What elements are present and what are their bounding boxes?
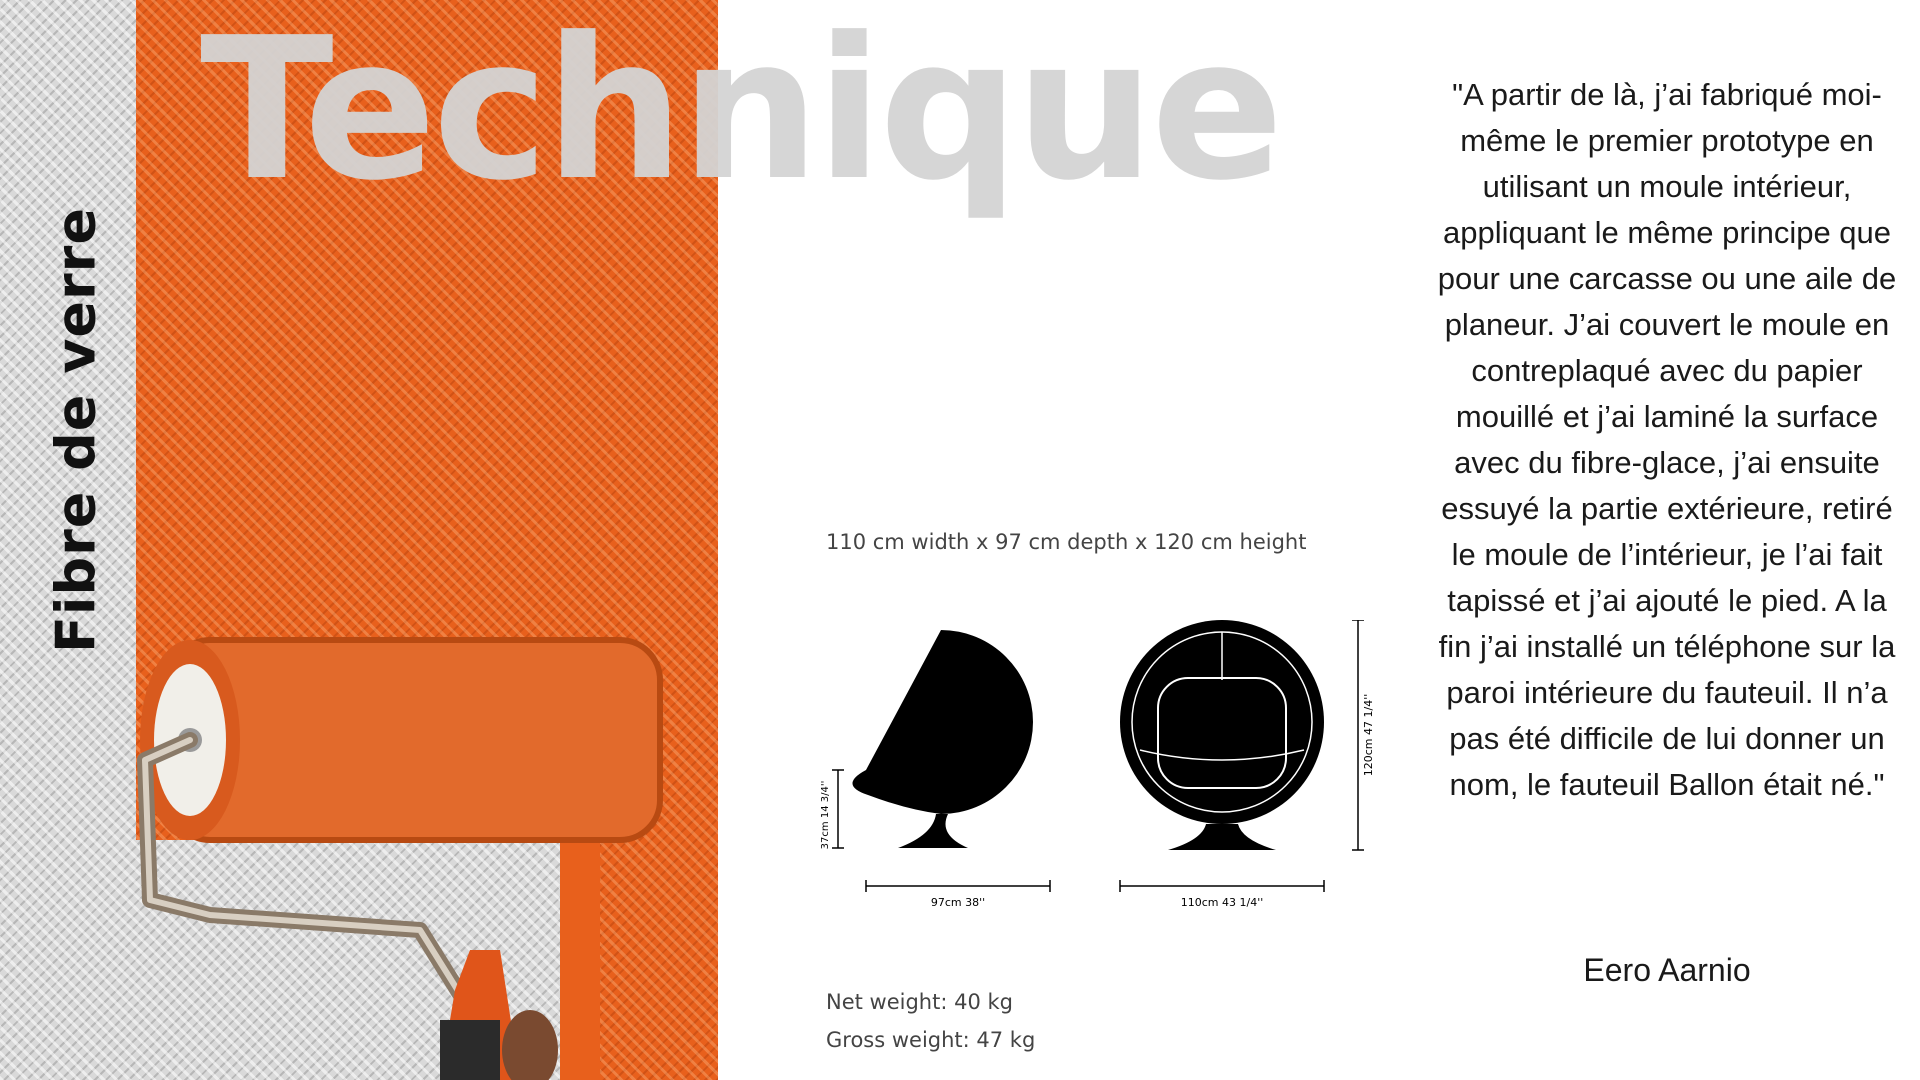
net-weight: Net weight: 40 kg	[826, 990, 1013, 1014]
dimensions-text: 110 cm width x 97 cm depth x 120 cm height	[826, 530, 1307, 554]
page-title: Technique	[200, 0, 1280, 224]
ball-chair-drawing	[818, 620, 1378, 920]
depth-label: 97cm 38''	[930, 896, 986, 909]
gross-weight: Gross weight: 47 kg	[826, 1028, 1036, 1052]
height-label: 120cm 47 1/4''	[1362, 693, 1375, 777]
width-label: 110cm 43 1/4''	[1180, 896, 1264, 909]
side-view	[820, 630, 1050, 909]
front-view	[1120, 620, 1375, 909]
quote-author: Eero Aarnio	[1583, 952, 1751, 988]
quote-text: "A partir de là, j’ai fabriqué moi-même le premier prototype en utilisant un moule intérieur, appliquant le même principe que pour une carcasse ou une aile de planeur. J’ai couvert le moule en contreplaqué avec du papier mouillé et j’ai laminé la surface avec du fibre-glace, j’ai ensuite essuyé la partie extérieure, retiré le moule de l’intérieur, je l’ai fait tapissé et j’ai ajouté le pied. A la fin j’ai installé un téléphone sur la paroi intérieure du fauteuil. Il n’a pas été difficile de lui donner un nom, le fauteuil Ballon était né."	[1437, 77, 1897, 802]
seat-height-label: 37cm 14 3/4''	[820, 780, 831, 850]
side-title: Fibre de verre	[44, 207, 108, 653]
